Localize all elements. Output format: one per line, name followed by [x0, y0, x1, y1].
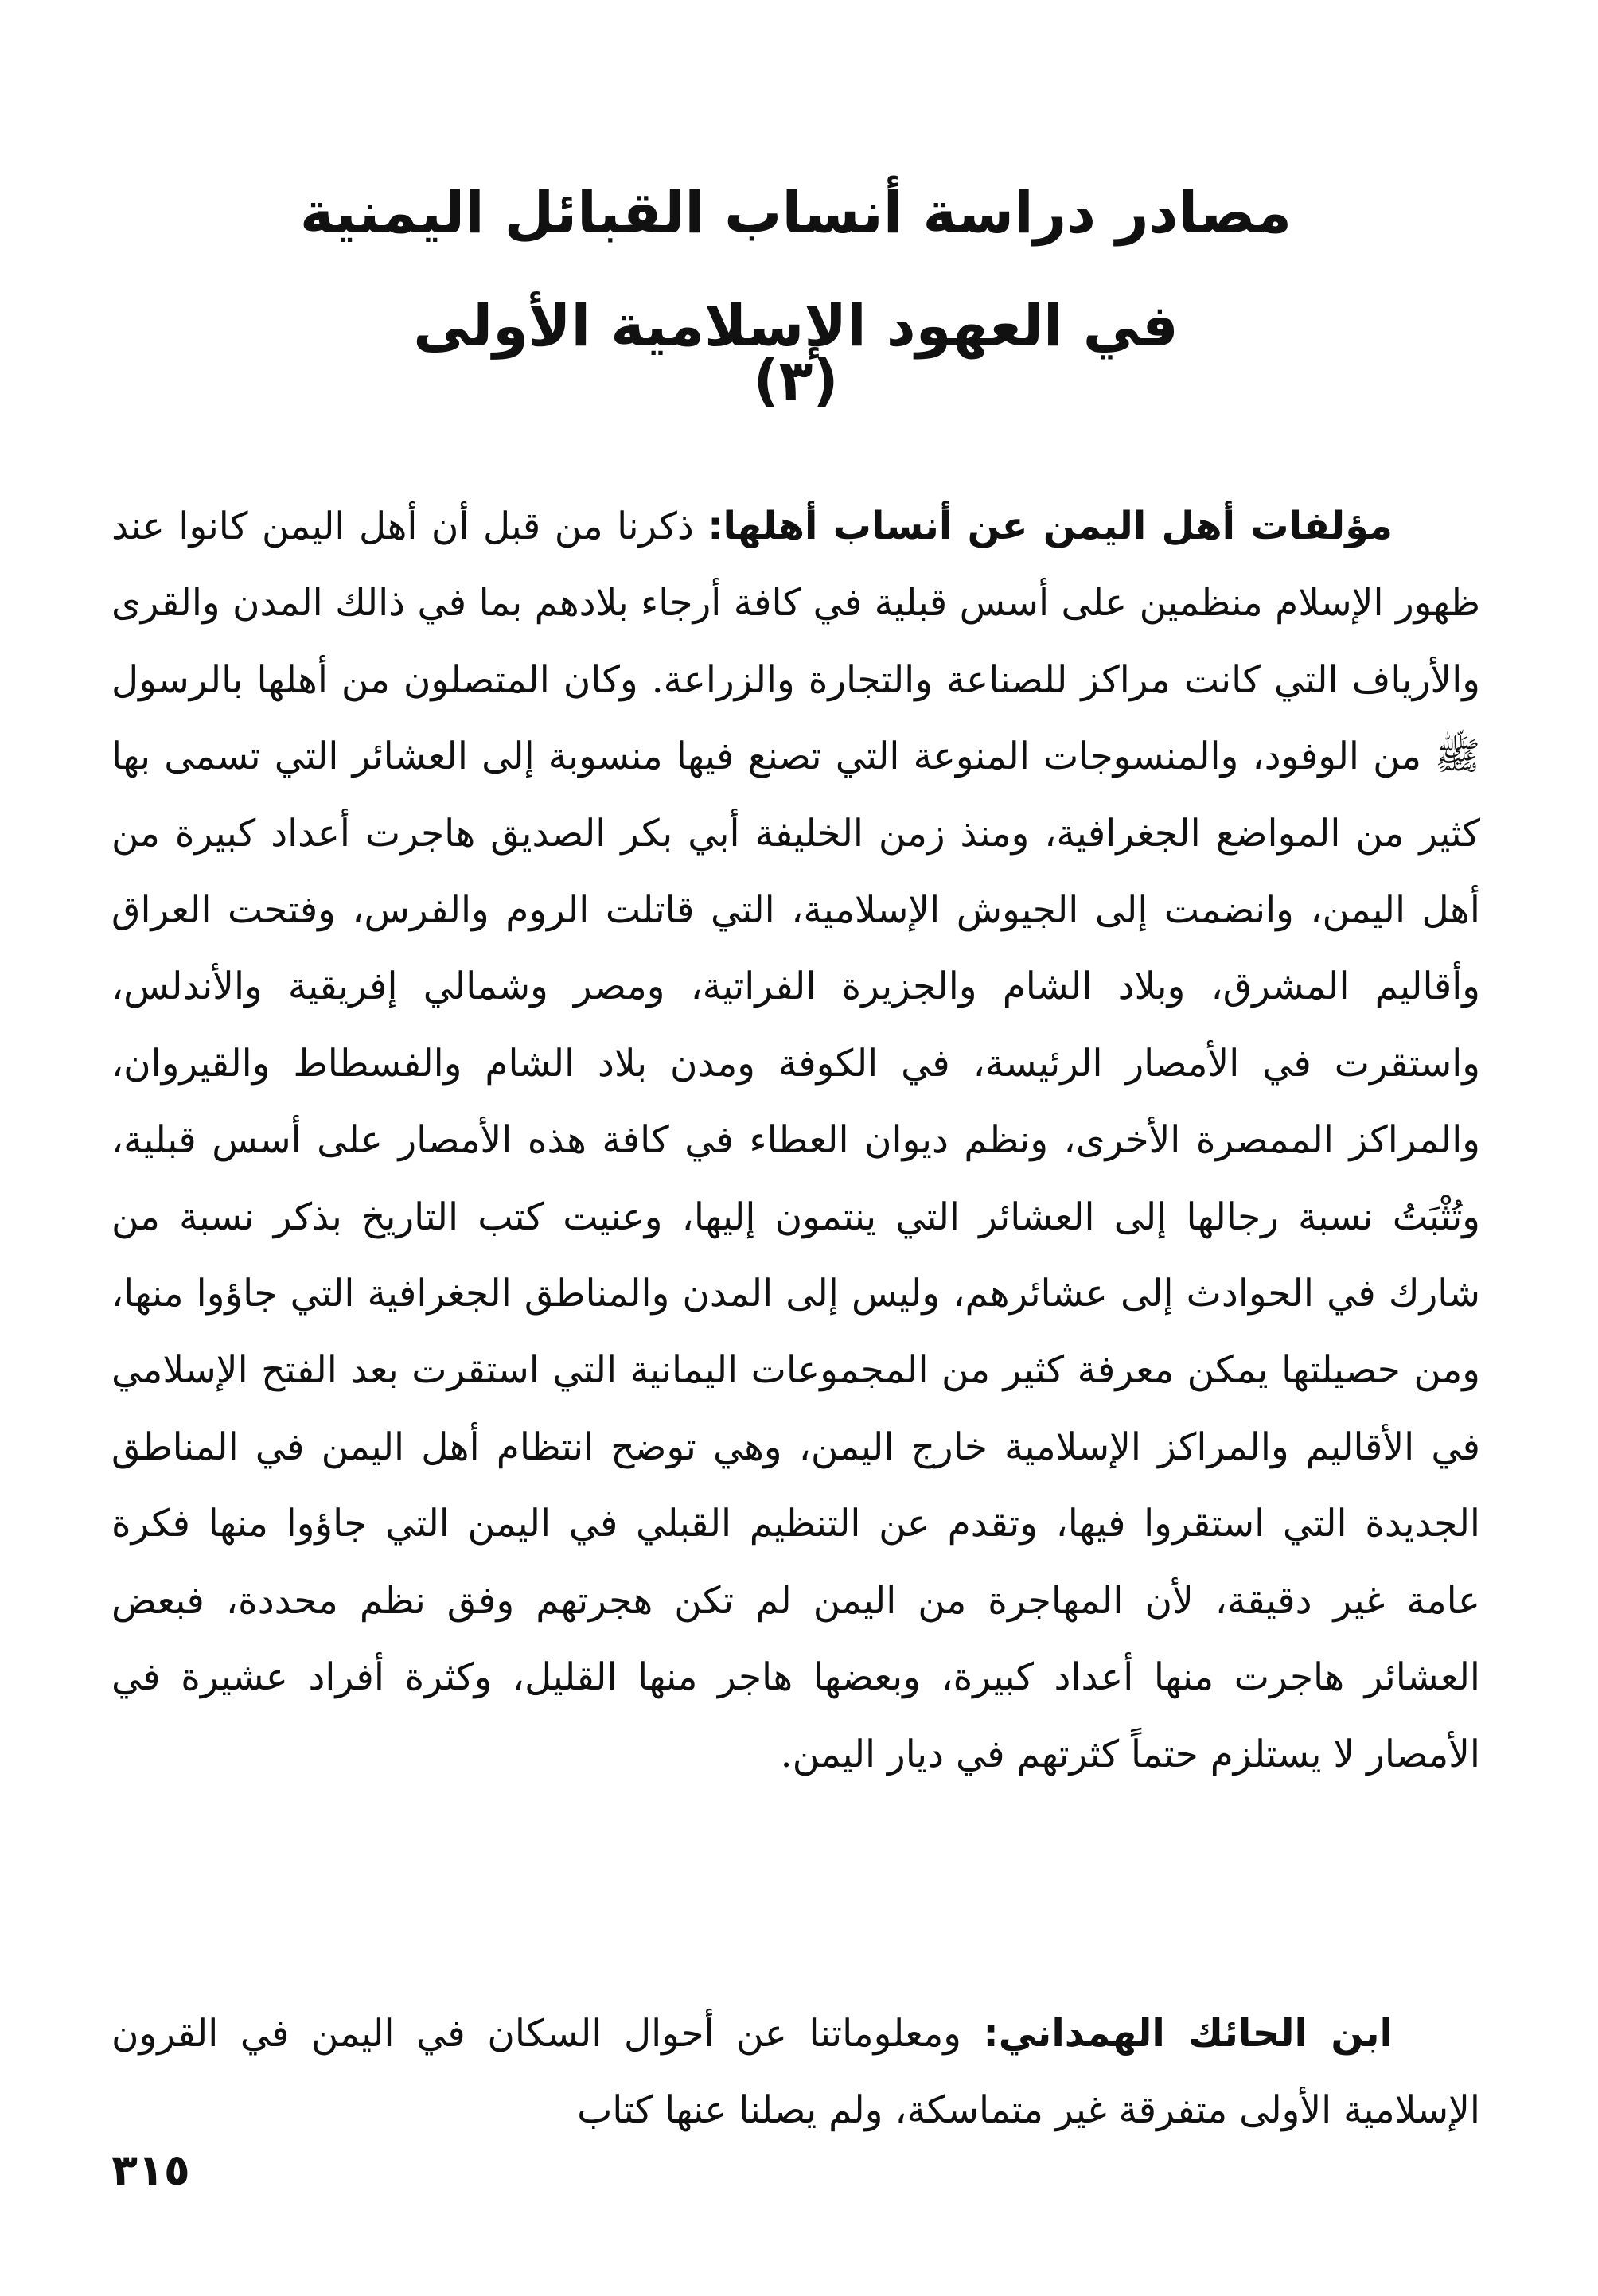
paragraph-2-text: ومعلوماتنا عن أحوال السكان في اليمن في القرون الإسلامية الأولى متفرقة غير متماسكة، ولم يصلنا عنها كتاب — [111, 2012, 1480, 2133]
body-paragraph-1 — [111, 488, 1480, 1793]
paragraph-1-text: ذكرنا من قبل أن أهل اليمن كانوا عند ظهور الإسلام منظمين على أسس قبلية في كافة أرجاء بلادهم بما في ذالك المدن والقرى والأرياف التي كانت مراكز للصناعة والتجارة والزراعة. وكان المتصلون من أهلها بالرسول ﷺ من الوفود، والمنسوجات المنوعة التي تصنع فيها منسوبة إلى العشائر التي تسمى بها كثير من المواضع الجغرافية، ومنذ زمن الخليفة أبي بكر الصديق هاجرت أعداد كبيرة من أهل اليمن، وانضمت إلى الجيوش الإسلامية، التي قاتلت الروم والفرس، وفتحت العراق وأقاليم المشرق، وبلاد الشام والجزيرة الفراتية، ومصر وشمالي إفريقية والأندلس، واستقرت في الأمصار الرئيسة، في الكوفة ومدن بلاد الشام والفسطاط والقيروان، والمراكز الممصرة الأخرى، ونظم ديوان العطاء في كافة هذه الأمصار على أسس قبلية، وتُثْبَتُ نسبة رجالها إلى العشائر التي ينتمون إليها، وعنيت كتب التاريخ بذكر نسبة من شارك في الحوادث إلى عشائرهم، وليس إلى المدن والمناطق الجغرافية التي جاؤوا منها، ومن حصيلتها يمكن معرفة كثير من المجموعات اليمانية التي استقرت بعد الفتح الإسلامي في الأقاليم والمراكز الإسلامية خارج اليمن، وهي توضح انتظام أهل اليمن في المناطق الجديدة التي استقروا فيها، وتقدم عن التنظيم القبلي في اليمن التي جاؤوا منها فكرة عامة غير دقيقة، لأن المهاجرة من اليمن لم تكن هجرتهم وفق نظم محددة، فبعض العشائر هاجرت منها أعداد كبيرة، وبعضها هاجر منها القليل، وكثرة أفراد عشيرة في الأمصار لا يستلزم حتماً كثرتهم في ديار اليمن. — [111, 505, 1480, 1776]
paragraph-1-heading: مؤلفات أهل اليمن عن أنساب أهلها: — [707, 504, 1393, 548]
body-paragraph-2 — [111, 1995, 1480, 2150]
document-title-line-1: مصادر دراسة أنساب القبائل اليمنية — [299, 179, 1292, 247]
part-number: (٣) — [753, 348, 839, 413]
paragraph-2-heading: ابن الحائك الهمداني: — [983, 2011, 1393, 2056]
page-number: ٣١٥ — [111, 2145, 190, 2195]
document-title-line-2: في العهود الإسلامية الأولى — [413, 291, 1179, 359]
